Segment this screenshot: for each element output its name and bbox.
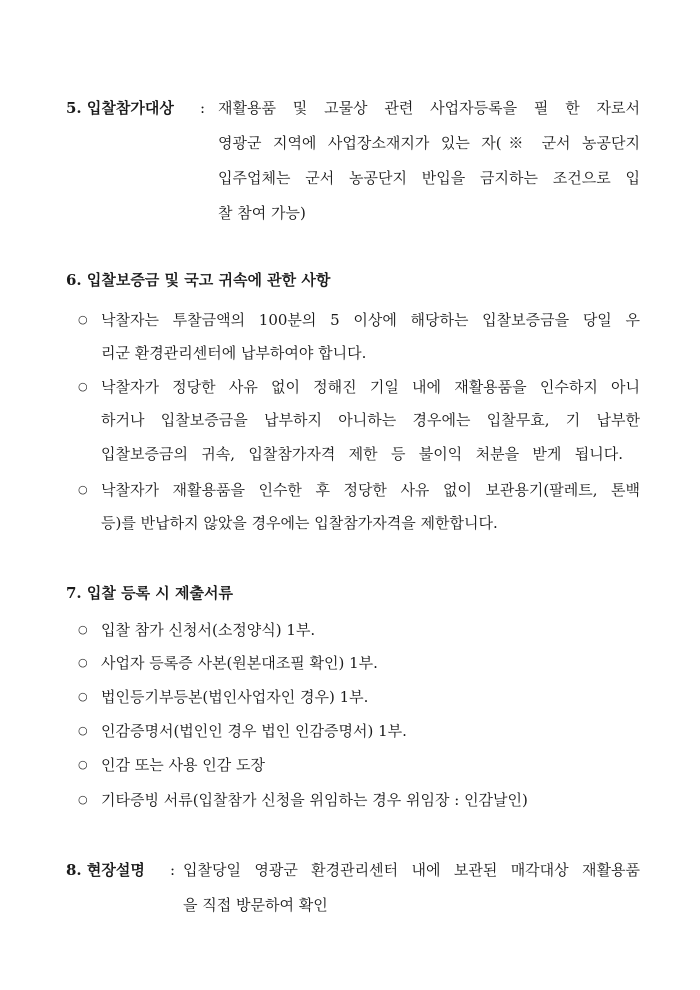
- list-item: 입찰 참가 신청서(소정양식) 1부.: [101, 621, 316, 639]
- section-8-line: 입찰당일 영광군 환경관리센터 내에 보관된 매각대상 재활용품: [183, 861, 640, 879]
- section-5-colon: :: [200, 99, 206, 117]
- bullet-icon: ○: [78, 623, 88, 636]
- section-8-line: 을 직접 방문하여 확인: [183, 896, 328, 914]
- bullet-icon: ○: [78, 758, 88, 771]
- section-5-line: 영광군 지역에 사업장소재지가 있는 자(※ 군서 농공단지: [218, 134, 640, 152]
- bullet-icon: ○: [78, 656, 88, 669]
- section-5-label: 5. 입찰참가대상: [66, 99, 174, 117]
- section-8-colon: :: [170, 861, 176, 879]
- list-item-line: 낙찰자가 재활용품을 인수한 후 정당한 사유 없이 보관용기(팔레트, 톤백: [101, 481, 640, 499]
- list-item-line: 입찰보증금의 귀속, 입찰참가자격 제한 등 불이익 처분을 받게 됩니다.: [101, 445, 623, 463]
- section-6-heading: 6. 입찰보증금 및 국고 귀속에 관한 사항: [66, 271, 331, 289]
- list-item: 법인등기부등본(법인사업자인 경우) 1부.: [101, 688, 369, 706]
- list-item: 인감증명서(법인인 경우 법인 인감증명서) 1부.: [101, 722, 407, 740]
- section-5-line: 찰 참여 가능): [218, 204, 306, 222]
- section-5-line: 입주업체는 군서 농공단지 반입을 금지하는 조건으로 입: [218, 169, 640, 187]
- list-item-line: 낙찰자는 투찰금액의 100분의 5 이상에 해당하는 입찰보증금을 당일 우: [101, 311, 640, 329]
- bullet-icon: ○: [78, 380, 88, 393]
- bullet-icon: ○: [78, 483, 88, 496]
- list-item: 사업자 등록증 사본(원본대조필 확인) 1부.: [101, 654, 378, 672]
- list-item: 인감 또는 사용 인감 도장: [101, 756, 265, 774]
- section-5-line: 재활용품 및 고물상 관련 사업자등록을 필 한 자로서: [218, 99, 640, 117]
- bullet-icon: ○: [78, 724, 88, 737]
- list-item-line: 리군 환경관리센터에 납부하여야 합니다.: [101, 344, 367, 362]
- bullet-icon: ○: [78, 793, 88, 806]
- section-7-heading: 7. 입찰 등록 시 제출서류: [66, 584, 233, 602]
- bullet-icon: ○: [78, 313, 88, 326]
- list-item-line: 등)를 반납하지 않았을 경우에는 입찰참가자격을 제한합니다.: [101, 514, 498, 532]
- section-8-label: 8. 현장설명: [66, 861, 145, 879]
- list-item-line: 낙찰자가 정당한 사유 없이 정해진 기일 내에 재활용품을 인수하지 아니: [101, 378, 640, 396]
- bullet-icon: ○: [78, 690, 88, 703]
- list-item: 기타증빙 서류(입찰참가 신청을 위임하는 경우 위임장 : 인감날인): [101, 791, 528, 809]
- list-item-line: 하거나 입찰보증금을 납부하지 아니하는 경우에는 입찰무효, 기 납부한: [101, 411, 640, 429]
